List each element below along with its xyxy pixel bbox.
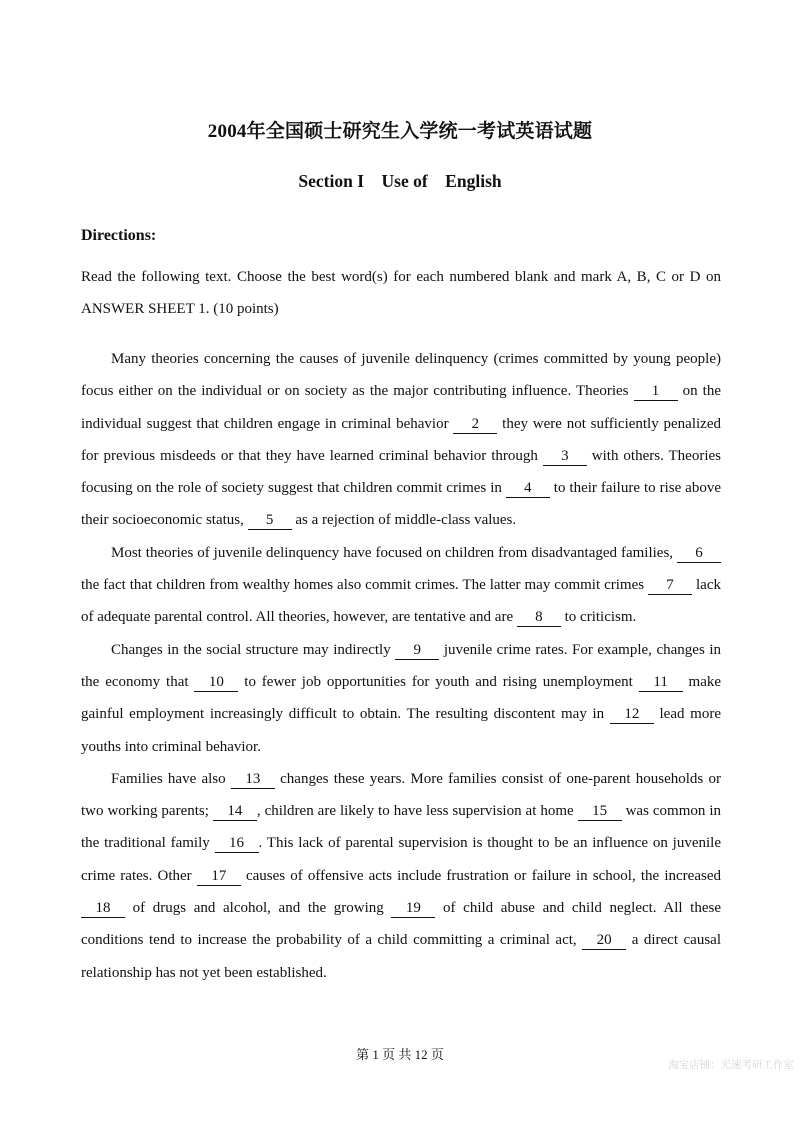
passage-text: lead more youths into criminal behavior. bbox=[81, 706, 721, 755]
blank-4: 4 bbox=[506, 480, 550, 498]
blank-20: 20 bbox=[582, 932, 626, 950]
directions-heading: Directions: bbox=[81, 227, 157, 244]
passage-text: Changes in the social structure may indirectly bbox=[111, 641, 396, 658]
passage-text: to criticism. bbox=[560, 609, 637, 626]
passage-text: a direct causal relationship has not yet been established. bbox=[81, 932, 722, 981]
blank-17: 17 bbox=[197, 868, 241, 886]
passage-text: changes these years. More families consist of one-parent households or two working parents; bbox=[81, 770, 721, 820]
blank-9: 9 bbox=[395, 642, 439, 660]
section-heading: Section I Use of English bbox=[298, 171, 502, 191]
blank-2: 2 bbox=[453, 416, 497, 434]
passage-text: the fact that children from wealthy homes also commit crimes. The latter may commit crimes bbox=[81, 577, 649, 594]
blank-7: 7 bbox=[648, 577, 692, 595]
paragraph-2 bbox=[81, 537, 721, 634]
blank-18: 18 bbox=[81, 900, 125, 918]
blank-19: 19 bbox=[391, 900, 435, 918]
paragraph-4 bbox=[81, 763, 721, 989]
page-number: 第 1 页 共 12 页 bbox=[356, 1047, 444, 1062]
passage-text: causes of offensive acts include frustration or failure in school, the increased bbox=[240, 867, 721, 884]
passage-text: juvenile crime rates. For example, changes in the economy that bbox=[81, 641, 722, 690]
passage-text: Most theories of juvenile delinquency have focused on children from disadvantaged families, bbox=[111, 544, 677, 561]
blank-14: 14 bbox=[213, 803, 257, 821]
passage-text: to fewer job opportunities for youth and rising unemployment bbox=[238, 673, 639, 690]
passage-text: Families have also bbox=[111, 770, 231, 787]
paragraph-3 bbox=[81, 634, 721, 763]
passage-text: with others. Theories focusing on the role of society suggest that children commit crimes in bbox=[81, 447, 721, 497]
directions-text: Read the following text. Choose the best word(s) for each numbered blank and mark A, B, C or D on ANSWER SHEET 1. (10 points) bbox=[81, 269, 721, 317]
blank-1: 1 bbox=[634, 383, 678, 401]
passage-text: of drugs and alcohol, and the growing bbox=[125, 900, 392, 917]
passage-text: make gainful employment increasingly difficult to obtain. The resulting discontent may in bbox=[81, 673, 722, 723]
passage-text: Many theories concerning the causes of juvenile delinquency (crimes committed by young people) focus either on the individual or on society as the major contributing influence. Theories bbox=[81, 351, 721, 400]
passage-text: lack of adequate parental control. All theories, however, are tentative and are bbox=[81, 577, 722, 626]
passage-text: was common in the traditional family bbox=[81, 803, 721, 852]
blank-16: 16 bbox=[215, 835, 259, 853]
passage-text: they were not sufficiently penalized for previous misdeeds or that they have learned criminal behavior through bbox=[81, 415, 721, 464]
passage-text: . This lack of parental supervision is thought to be an influence on juvenile crime rates. Other bbox=[81, 835, 721, 884]
passage-text: of child abuse and child neglect. All these conditions tend to increase the probability of a child committing a criminal act, bbox=[81, 900, 721, 949]
blank-8: 8 bbox=[517, 609, 561, 627]
blank-15: 15 bbox=[578, 803, 622, 821]
blank-13: 13 bbox=[231, 771, 275, 789]
paragraph-1 bbox=[81, 343, 721, 537]
passage bbox=[81, 343, 721, 989]
blank-5: 5 bbox=[248, 512, 292, 530]
passage-text: as a rejection of middle-class values. bbox=[291, 512, 517, 529]
passage-text: on the individual suggest that children engage in criminal behavior bbox=[81, 383, 721, 432]
blank-12: 12 bbox=[610, 706, 654, 724]
passage-text: , children are likely to have less supervision at home bbox=[256, 803, 578, 820]
blank-6: 6 bbox=[677, 545, 721, 563]
blank-10: 10 bbox=[194, 674, 238, 692]
blank-3: 3 bbox=[543, 448, 587, 466]
blank-11: 11 bbox=[639, 674, 683, 692]
page-title: 2004年全国硕士研究生入学统一考试英语试题 bbox=[207, 121, 593, 142]
watermark: 淘宝店铺：光速考研工作室 bbox=[668, 1059, 794, 1071]
passage-text: to their failure to rise above their socioeconomic status, bbox=[81, 480, 721, 529]
